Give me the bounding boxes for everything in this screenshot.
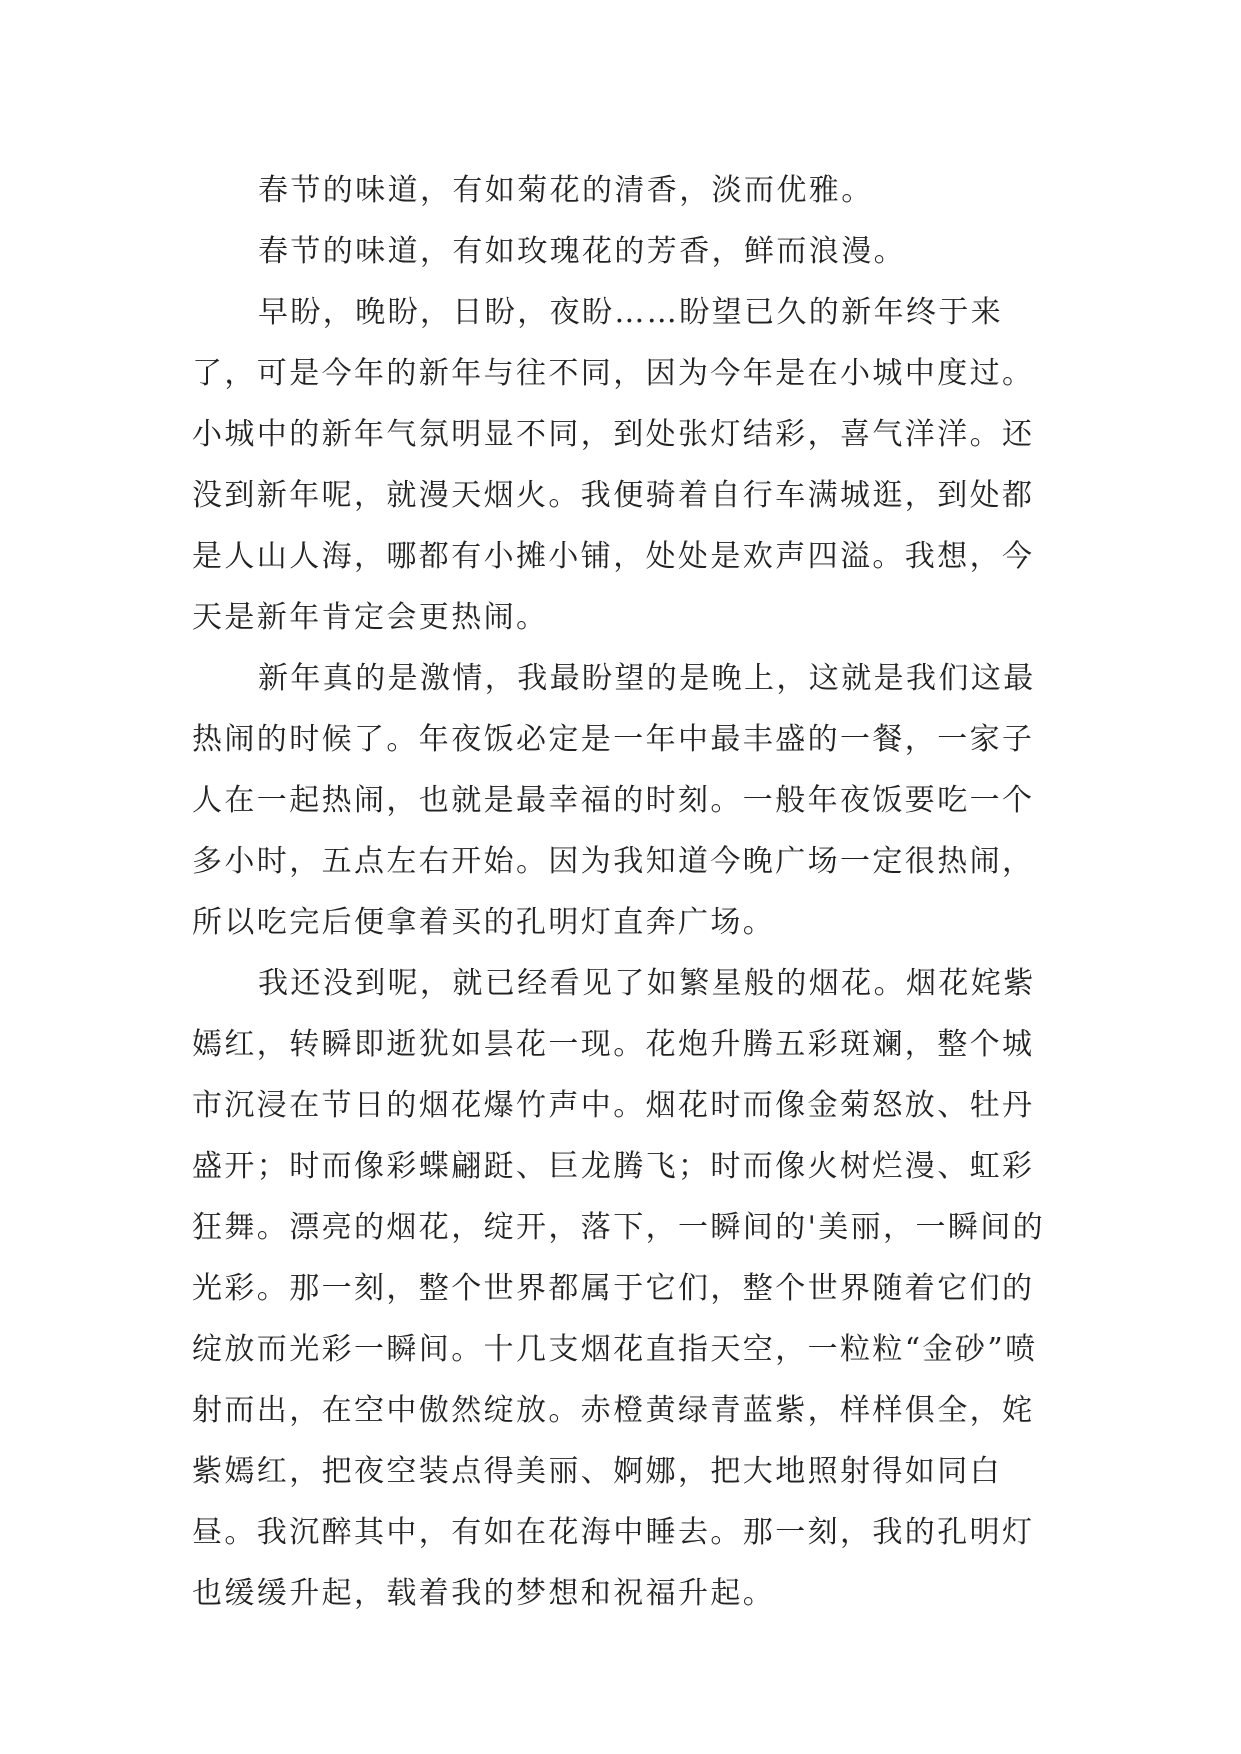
paragraph: 我还没到呢，就已经看见了如繁星般的烟花。烟花姹紫嫣红，转瞬即逝犹如昙花一现。花炮升腾五彩斑斓，整个城市沉浸在节日的烟花爆竹声中。烟花时而像金菊怒放、牡丹盛开；时而像彩蝶翩跹、巨龙腾飞；时而像火树烂漫、虹彩狂舞。漂亮的烟花，绽开，落下，一瞬间的'美丽，一瞬间的光彩。那一刻，整个世界都属于它们，整个世界随着它们的绽放而光彩一瞬间。十几支烟花直指天空，一粒粒“金砂”喷射而出，在空中傲然绽放。赤橙黄绿青蓝紫，样样俱全，姹紫嫣红，把夜空装点得美丽、婀娜，把大地照射得如同白昼。我沉醉其中，有如在花海中睡去。那一刻，我的孔明灯也缓缓升起，载着我的梦想和祝福升起。 [192, 966, 1046, 1611]
paragraph: 春节的味道，有如玫瑰花的芳香，鲜而浪漫。 [258, 234, 906, 269]
paragraph: 早盼，晚盼，日盼，夜盼……盼望已久的新年终于来了，可是今年的新年与往不同，因为今年是在小城中度过。小城中的新年气氛明显不同，到处张灯结彩，喜气洋洋。还没到新年呢，就漫天烟火。我便骑着自行车满城逛，到处都是人山人海，哪都有小摊小铺，处处是欢声四溢。我想，今天是新年肯定会更热闹。 [192, 295, 1035, 635]
paragraph: 新年真的是激情，我最盼望的是晚上，这就是我们这最热闹的时候了。年夜饭必定是一年中最丰盛的一餐，一家子人在一起热闹，也就是最幸福的时刻。一般年夜饭要吃一个多小时，五点左右开始。因为我知道今晚广场一定很热闹，所以吃完后便拿着买的孔明灯直奔广场。 [192, 661, 1036, 940]
paragraph: 春节的味道，有如菊花的清香，淡而优雅。 [258, 173, 874, 208]
document-body [192, 160, 1062, 1624]
